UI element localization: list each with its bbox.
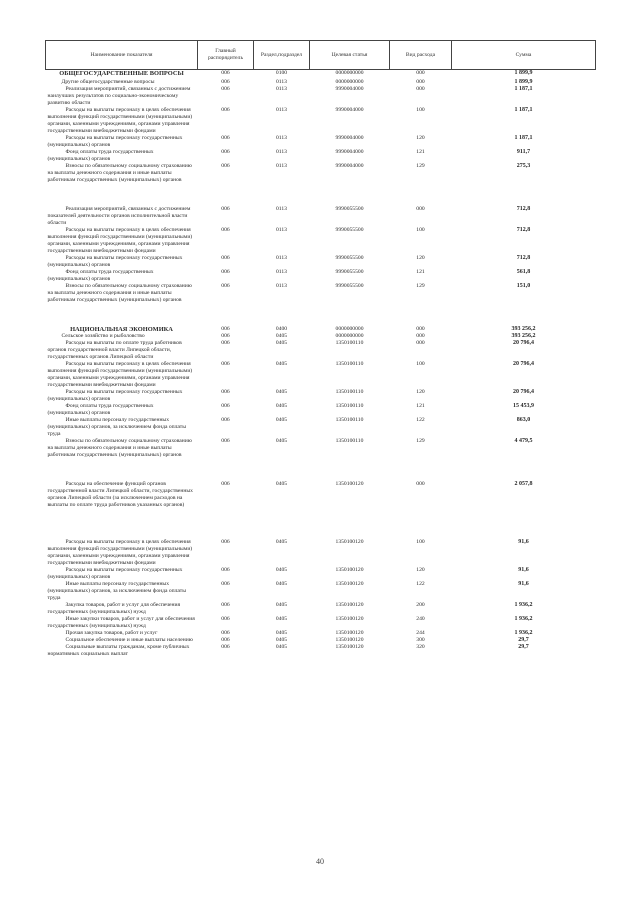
row-rasp: 006 <box>221 70 230 76</box>
page-number: 40 <box>316 857 324 866</box>
row-rasp: 006 <box>221 332 230 339</box>
row-razdel: 0113 <box>276 226 287 233</box>
row-vid: 240 <box>416 615 425 622</box>
row-summa: 91,6 <box>518 580 529 587</box>
row-vid: 122 <box>416 580 425 587</box>
row-razdel: 0405 <box>275 402 288 409</box>
row-name: Другие общегосударственные вопросы <box>61 78 155 85</box>
row-rasp: 006 <box>221 78 230 85</box>
row-rasp: 006 <box>221 282 230 289</box>
table-row <box>46 481 596 539</box>
header-rasp: Главный распорядитель <box>198 41 254 70</box>
row-summa: 20 796,4 <box>513 388 534 395</box>
row-vid: 000 <box>416 78 425 85</box>
row-celevaya: 1350100120 <box>335 601 364 608</box>
row-rasp: 006 <box>221 388 230 395</box>
row-vid: 000 <box>416 480 425 487</box>
row-razdel: 0405 <box>275 643 288 650</box>
row-celevaya: 1350100110 <box>335 437 364 444</box>
row-summa: 712,8 <box>516 254 531 261</box>
row-name: Реализация мероприятий, связанных с достижением показателей деятельности органов исполнительной власти области <box>47 205 191 226</box>
header-name: Наименование показателя <box>46 41 198 70</box>
row-summa: 15 453,9 <box>513 402 534 409</box>
row-summa: 1 899,9 <box>514 78 533 85</box>
row-vid: 120 <box>416 134 425 141</box>
row-name: Взносы по обязательному социальному страхованию на выплаты денежного содержания и иные выплаты работникам государственных (муниципальных) органов <box>47 162 192 183</box>
table-header <box>46 41 596 70</box>
row-razdel: 0405 <box>275 416 288 423</box>
row-vid: 000 <box>416 339 425 346</box>
row-summa: 151,0 <box>516 282 531 289</box>
row-rasp: 006 <box>221 226 230 233</box>
row-vid: 300 <box>416 636 425 643</box>
row-vid: 120 <box>416 566 425 573</box>
row-vid: 121 <box>416 402 425 409</box>
row-celevaya: 1350100110 <box>335 416 364 423</box>
row-vid: 100 <box>416 538 425 545</box>
row-rasp: 006 <box>221 106 230 113</box>
row-summa: 1 899,9 <box>514 70 533 76</box>
table-row <box>46 602 596 616</box>
table-row <box>46 70 596 79</box>
row-celevaya: 9990004000 <box>335 106 364 113</box>
table-row <box>46 107 596 135</box>
row-rasp: 006 <box>221 162 230 169</box>
row-vid: 120 <box>416 388 425 395</box>
row-celevaya: 1350100110 <box>335 360 364 367</box>
row-summa: 1 936,2 <box>514 601 533 608</box>
row-rasp: 006 <box>221 268 230 275</box>
row-rasp: 006 <box>221 85 230 92</box>
row-vid: 121 <box>416 148 425 155</box>
row-celevaya: 9990004000 <box>335 148 364 155</box>
row-razdel: 0113 <box>276 85 287 92</box>
row-celevaya: 9990004000 <box>335 134 364 141</box>
row-rasp: 006 <box>221 601 230 608</box>
row-rasp: 006 <box>221 643 230 650</box>
row-razdel: 0405 <box>275 332 288 339</box>
row-summa: 20 796,4 <box>513 339 534 346</box>
row-razdel: 0113 <box>276 254 287 261</box>
row-name: Расходы на выплаты по оплате труда работников органов государственной власти Липецкой области, государственных органов Липецкой области <box>47 339 182 360</box>
row-celevaya: 9990055500 <box>335 226 364 233</box>
table-row <box>46 616 596 630</box>
row-vid: 100 <box>416 226 425 233</box>
table-row <box>46 567 596 581</box>
table-row <box>46 79 596 86</box>
row-rasp: 006 <box>221 615 230 622</box>
row-vid: 200 <box>416 601 425 608</box>
row-summa: 911,7 <box>516 148 531 155</box>
header-razdel: Раздел,подраздел <box>254 41 310 70</box>
row-summa: 1 187,1 <box>514 85 533 92</box>
row-razdel: 0405 <box>275 615 288 622</box>
table-row <box>46 255 596 269</box>
row-razdel: 0400 <box>275 325 288 332</box>
row-celevaya: 1350100120 <box>335 580 364 587</box>
budget-table <box>45 40 596 658</box>
row-celevaya: 9990004000 <box>335 162 364 169</box>
table-row <box>46 644 596 658</box>
row-razdel: 0113 <box>276 148 287 155</box>
row-celevaya: 1350100120 <box>335 538 364 545</box>
row-razdel: 0405 <box>275 538 288 545</box>
row-name: Расходы на выплаты персоналу в целях обеспечения выполнения функций государственными (муниципальными) органами, казенными учреждениями, органами управления государственными внебюджетными фондами <box>47 538 193 566</box>
row-summa: 712,8 <box>516 205 531 212</box>
row-razdel: 0405 <box>275 566 288 573</box>
table-row <box>46 227 596 255</box>
row-celevaya: 0000000000 <box>335 332 364 339</box>
row-celevaya: 9990055500 <box>335 254 364 261</box>
row-razdel: 0113 <box>276 106 287 113</box>
row-summa: 91,6 <box>518 566 529 573</box>
row-celevaya: 9990055500 <box>335 282 364 289</box>
row-vid: 120 <box>416 254 425 261</box>
row-vid: 000 <box>416 325 425 332</box>
row-name: ОБЩЕГОСУДАРСТВЕННЫЕ ВОПРОСЫ <box>59 70 184 77</box>
row-rasp: 006 <box>221 148 230 155</box>
table-row <box>46 389 596 403</box>
row-summa: 20 796,4 <box>513 360 534 367</box>
table-row <box>46 630 596 637</box>
row-rasp: 006 <box>221 480 230 487</box>
row-name: Иные выплаты персоналу государственных (муниципальных) органов, за исключением фонда оплаты труда <box>47 416 186 437</box>
row-vid: 129 <box>416 437 425 444</box>
table-row <box>46 403 596 417</box>
row-name: Взносы по обязательному социальному страхованию на выплаты денежного содержания и иные выплаты работникам государственных (муниципальных) органов <box>47 437 192 458</box>
row-vid: 121 <box>416 268 425 275</box>
table-row <box>46 361 596 389</box>
table-row <box>46 163 596 206</box>
table-row <box>46 539 596 567</box>
row-summa: 29,7 <box>518 636 529 643</box>
row-summa: 1 936,2 <box>514 615 533 622</box>
row-name: Расходы на выплаты персоналу в целях обеспечения выполнения функций государственными (муниципальными) органами, казенными учреждениями, органами управления государственными внебюджетными фондами <box>47 106 193 134</box>
table-row <box>46 581 596 602</box>
table-body <box>46 70 596 658</box>
row-summa: 561,8 <box>516 268 531 275</box>
row-name: Расходы на выплаты персоналу государственных (муниципальных) органов <box>47 388 183 402</box>
row-vid: 000 <box>416 70 425 76</box>
row-name: Социальные выплаты гражданам, кроме публичных нормативных социальных выплат <box>47 643 190 657</box>
row-summa: 1 187,1 <box>514 106 533 113</box>
row-razdel: 0405 <box>275 339 288 346</box>
row-rasp: 006 <box>221 636 230 643</box>
table-row <box>46 438 596 481</box>
row-rasp: 006 <box>221 538 230 545</box>
header-celevaya: Целевая статья <box>310 41 390 70</box>
row-rasp: 006 <box>221 339 230 346</box>
row-name: Расходы на выплаты персоналу в целях обеспечения выполнения функций государственными (муниципальными) органами, казенными учреждениями, органами управления государственными внебюджетными фондами <box>47 226 193 254</box>
row-razdel: 0405 <box>275 636 288 643</box>
row-razdel: 0100 <box>275 70 288 76</box>
budget-table-sheet <box>45 40 595 658</box>
row-rasp: 006 <box>221 402 230 409</box>
table-row <box>46 326 596 333</box>
row-razdel: 0405 <box>275 360 288 367</box>
row-razdel: 0113 <box>276 282 287 289</box>
table-row <box>46 637 596 644</box>
row-celevaya: 1350100110 <box>335 339 364 346</box>
row-celevaya: 1350100110 <box>335 402 364 409</box>
row-razdel: 0113 <box>276 78 287 85</box>
row-summa: 91,6 <box>518 538 529 545</box>
table-row <box>46 135 596 149</box>
row-rasp: 006 <box>221 205 230 212</box>
row-razdel: 0113 <box>276 268 287 275</box>
row-vid: 320 <box>416 643 425 650</box>
row-celevaya: 0000000000 <box>335 70 364 76</box>
row-vid: 129 <box>416 162 425 169</box>
header-vid: Вид расхода <box>390 41 452 70</box>
row-vid: 000 <box>416 85 425 92</box>
row-razdel: 0405 <box>275 480 288 487</box>
row-rasp: 006 <box>221 437 230 444</box>
row-summa: 29,7 <box>518 643 529 650</box>
row-rasp: 006 <box>221 360 230 367</box>
row-rasp: 006 <box>221 416 230 423</box>
row-name: Иные выплаты персоналу государственных (муниципальных) органов, за исключением фонда оплаты труда <box>47 580 186 601</box>
table-row <box>46 149 596 163</box>
row-name: Закупка товаров, работ и услуг для обеспечения государственных (муниципальных) нужд <box>47 601 181 615</box>
row-razdel: 0113 <box>276 205 287 212</box>
row-name: Иные закупки товаров, работ и услуг для обеспечения государственных (муниципальных) нужд <box>47 615 195 629</box>
row-name: НАЦИОНАЛЬНАЯ ЭКОНОМИКА <box>70 325 173 333</box>
row-name: Сельское хозяйство и рыболовство <box>61 332 145 339</box>
row-razdel: 0113 <box>276 162 287 169</box>
row-summa: 1 187,1 <box>514 134 533 141</box>
row-razdel: 0405 <box>275 437 288 444</box>
row-razdel: 0405 <box>275 601 288 608</box>
table-row <box>46 340 596 361</box>
row-summa: 863,0 <box>516 416 531 423</box>
row-summa: 393 256,2 <box>511 325 536 332</box>
row-rasp: 006 <box>221 134 230 141</box>
row-razdel: 0405 <box>275 388 288 395</box>
row-vid: 000 <box>416 205 425 212</box>
row-rasp: 006 <box>221 566 230 573</box>
table-row <box>46 333 596 340</box>
row-razdel: 0405 <box>275 629 288 636</box>
row-celevaya: 9990055500 <box>335 268 364 275</box>
row-celevaya: 0000000000 <box>335 78 364 85</box>
row-razdel: 0405 <box>275 580 288 587</box>
header-summa: Сумма <box>452 41 596 70</box>
table-row <box>46 417 596 438</box>
row-summa: 2 057,8 <box>514 480 533 487</box>
row-celevaya: 9990004000 <box>335 85 364 92</box>
row-summa: 275,3 <box>516 162 531 169</box>
row-name: Реализация мероприятий, связанных с достижением наилучших результатов по социально-экономическому развитию области <box>47 85 191 106</box>
row-name: Взносы по обязательному социальному страхованию на выплаты денежного содержания и иные выплаты работникам государственных (муниципальных) органов <box>47 282 192 303</box>
row-summa: 1 936,2 <box>514 629 533 636</box>
row-celevaya: 1350100120 <box>335 615 364 622</box>
row-vid: 122 <box>416 416 425 423</box>
row-celevaya: 1350100120 <box>335 643 364 650</box>
table-row <box>46 283 596 326</box>
row-name: Расходы на выплаты персоналу государственных (муниципальных) органов <box>47 134 183 148</box>
row-vid: 000 <box>416 332 425 339</box>
row-rasp: 006 <box>221 629 230 636</box>
row-celevaya: 1350100110 <box>335 388 364 395</box>
row-vid: 100 <box>416 360 425 367</box>
row-vid: 129 <box>416 282 425 289</box>
row-rasp: 006 <box>221 254 230 261</box>
row-summa: 4 479,5 <box>514 437 533 444</box>
row-name: Фонд оплаты труда государственных (муниципальных) органов <box>47 402 154 416</box>
row-name: Фонд оплаты труда государственных (муниципальных) органов <box>47 268 154 282</box>
row-razdel: 0113 <box>276 134 287 141</box>
row-vid: 244 <box>416 629 425 636</box>
row-rasp: 006 <box>221 580 230 587</box>
table-row <box>46 269 596 283</box>
row-name: Расходы на выплаты персоналу государственных (муниципальных) органов <box>47 566 183 580</box>
row-celevaya: 1350100120 <box>335 480 364 487</box>
row-summa: 712,8 <box>516 226 531 233</box>
row-celevaya: 0000000000 <box>335 325 364 332</box>
row-celevaya: 1350100120 <box>335 566 364 573</box>
row-name: Социальное обеспечение и иные выплаты населению <box>65 636 193 643</box>
row-celevaya: 9990055500 <box>335 205 364 212</box>
row-name: Расходы на выплаты персоналу государственных (муниципальных) органов <box>47 254 183 268</box>
table-row <box>46 86 596 107</box>
row-name: Прочая закупка товаров, работ и услуг <box>65 629 158 636</box>
row-name: Расходы на выплаты персоналу в целях обеспечения выполнения функций государственными (муниципальными) органами, казенными учреждениями, органами управления государственными внебюджетными фондами <box>47 360 193 388</box>
row-summa: 393 256,2 <box>511 332 536 339</box>
row-name: Фонд оплаты труда государственных (муниципальных) органов <box>47 148 154 162</box>
row-celevaya: 1350100120 <box>335 636 364 643</box>
row-vid: 100 <box>416 106 425 113</box>
row-celevaya: 1350100120 <box>335 629 364 636</box>
row-name: Расходы на обеспечение функций органов государственной власти Липецкой области, государственных органов Липецкой области (за исключением расходов на выплаты по оплате труда работников указанных органов) <box>47 480 193 508</box>
row-rasp: 006 <box>221 325 230 332</box>
table-row <box>46 206 596 227</box>
